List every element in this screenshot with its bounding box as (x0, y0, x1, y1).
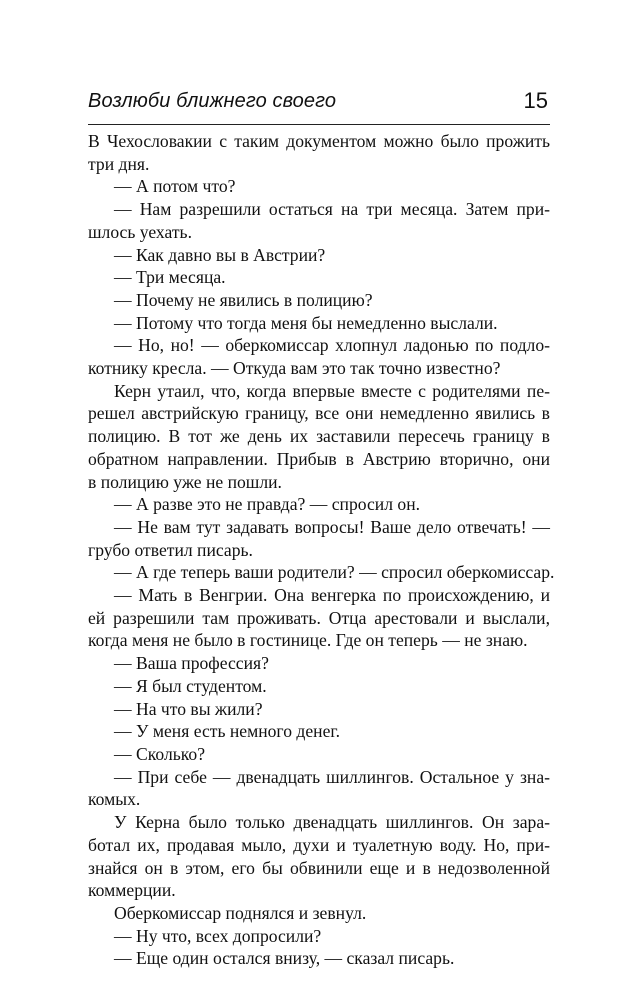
text-line: — А где теперь ваши родители? — спросил оберкомиссар. (114, 562, 555, 583)
text-line: три дня. (88, 153, 150, 174)
text-line: — Сколько? (114, 743, 206, 764)
text-line: — Нам разрешили остаться на три месяца. Затем при- (114, 199, 550, 220)
text-line: грубо ответил писарь. (88, 539, 253, 560)
text-line: решел австрийскую границу, все они немедленно явились в (88, 403, 550, 424)
text-line: — Не вам тут задавать вопросы! Ваше дело отвечать! — (114, 516, 550, 537)
text-line: — На что вы жили? (114, 698, 263, 719)
text-line: комых. (88, 789, 141, 810)
text-line: Оберкомиссар поднялся и зевнул. (114, 902, 367, 923)
text-line: когда меня не было в гостинице. Где он теперь — не знаю. (88, 630, 528, 651)
text-line: котнику кресла. — Откуда вам это так точно известно? (88, 358, 501, 379)
text-line: — Мать в Венгрии. Она венгерка по происхождению, и (114, 585, 550, 606)
running-header (88, 88, 550, 125)
text-line: полицию. В тот же день их заставили пересечь границу в (88, 426, 550, 447)
text-line: — Три месяца. (114, 267, 226, 288)
text-line: — Почему не явились в полицию? (114, 289, 373, 310)
text-line: обратном направлении. Прибыв в Австрию вторично, они (88, 448, 550, 469)
text-line: в полицию уже не пошли. (88, 471, 282, 492)
text-line: коммерции. (88, 880, 176, 901)
text-line: — У меня есть немного денег. (114, 721, 341, 742)
text-line: — А потом что? (114, 176, 236, 197)
page-number: 15 (523, 88, 548, 113)
text-line: — А разве это не правда? — спросил он. (114, 494, 421, 515)
text-line: У Керна было только двенадцать шиллингов. Он зара- (114, 812, 550, 833)
text-line: знайся он в этом, его бы обвинили еще и в недозволенной (88, 857, 550, 878)
text-line: — Я был студентом. (114, 675, 267, 696)
text-line: Керн утаил, что, когда впервые вместе с родителями пе- (114, 380, 550, 401)
text-line: ей разрешили там проживать. Отца арестовали и выслали, (88, 607, 550, 628)
running-title: Возлюби ближнего своего (88, 90, 337, 112)
book-page (88, 88, 555, 970)
text-line: — При себе — двенадцать шиллингов. Остальное у зна- (114, 766, 550, 787)
text-line: В Чехословакии с таким документом можно было прожить (88, 131, 550, 151)
text-line: — Но, но! — оберкомиссар хлопнул ладонью по подло- (114, 335, 550, 356)
body-text (88, 130, 555, 970)
text-line: — Ваша профессия? (114, 653, 269, 674)
text-line: — Потому что тогда меня бы немедленно выслали. (114, 312, 498, 333)
text-line: ботал их, продавая мыло, духи и туалетную воду. Но, при- (88, 834, 550, 855)
text-line: — Как давно вы в Австрии? (114, 244, 326, 265)
text-line: — Еще один остался внизу, — сказал писарь. (114, 948, 455, 969)
text-line: шлось уехать. (88, 221, 192, 242)
text-line: — Ну что, всех допросили? (114, 925, 322, 946)
